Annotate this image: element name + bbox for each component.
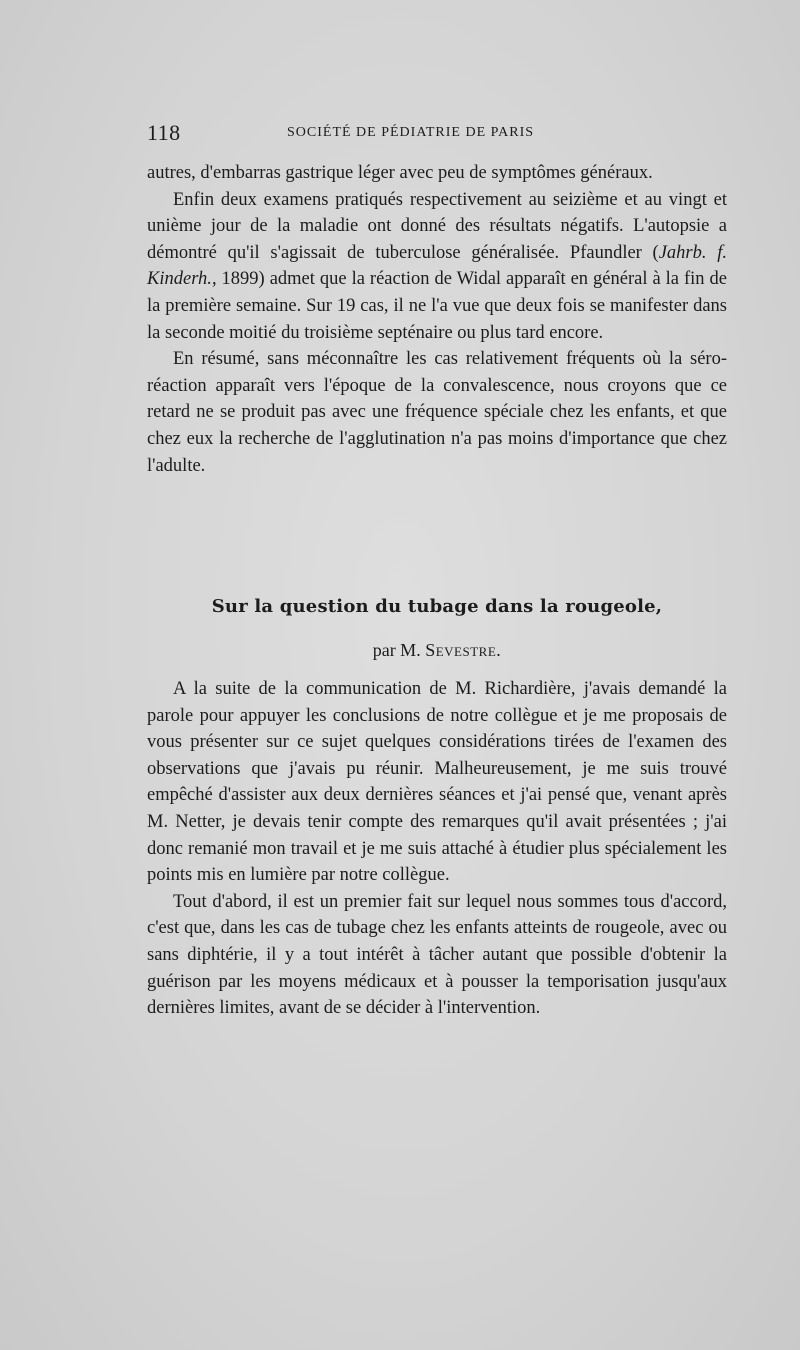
- article-body: [147, 676, 727, 1022]
- citation-journal: Jahrb. f. Kinderh.: [147, 242, 727, 290]
- author-name: Sevestre.: [425, 640, 502, 660]
- running-head: SOCIÉTÉ DE PÉDIATRIE DE PARIS: [287, 125, 535, 140]
- paragraph-text: , 1899) admet que la réaction de Widal apparaît en général à la fin de la première semaine. Sur 19 cas, il ne l'a vue que deux fois se manifester dans la seconde moitié du troisième septénaire ou plus tard encore.: [147, 269, 727, 343]
- paragraph-continuation: autres, d'embarras gastrique léger avec peu de symptômes généraux.: [147, 163, 653, 183]
- paragraph-agreement: Tout d'abord, il est un premier fait sur lequel nous sommes tous d'accord, c'est que, dans les cas de tubage chez les enfants atteints de rougeole, avec ou sans diphtérie, il y a tout intérêt à tâcher autant que possible d'obtenir la guérison par les moyens médicaux et à pousser la temporisation jusqu'aux dernières limites, avant de se décider à l'intervention.: [147, 891, 727, 1019]
- paragraph-intro: A la suite de la communication de M. Richardière, j'avais demandé la parole pour appuyer les conclusions de notre collègue et je me proposais de vous présenter sur ce sujet quelques considérations tirées de l'examen des observations que j'avais pu réunir. Malheureusement, je me suis trouvé empêché d'assister aux deux dernières séances et j'ai pensé que, venant après M. Netter, je devais tenir compte des remarques qu'il avait présentées ; j'ai donc remanié mon travail et je me suis attaché à étudier plus spécialement les points mis en lumière par notre collègue.: [147, 679, 727, 886]
- page-header: [147, 120, 727, 150]
- paragraph-text: Enfin deux examens pratiqués respectivement au seizième et au vingt et unième jour de la maladie ont donné des résultats négatifs. L'autopsie a démontré qu'il s'agissait de tuberculose généralisée. Pfaundler (: [147, 189, 727, 263]
- article-title: Sur la question du tubage dans la rougeole,: [211, 596, 663, 617]
- paragraph-pfaundler: [147, 187, 727, 347]
- byline: [147, 640, 727, 661]
- paragraph-summary: En résumé, sans méconnaître les cas relativement fréquents où la séro-réaction apparaît vers l'époque de la convalescence, nous croyons que ce retard ne se produit pas avec une fréquence spéciale chez les enfants, et que chez eux la recherche de l'agglutination n'a pas moins d'importance que chez l'adulte.: [147, 349, 727, 476]
- byline-prefix: par M.: [372, 640, 426, 660]
- page-number: 118: [147, 120, 181, 145]
- previous-article-text: [147, 160, 727, 479]
